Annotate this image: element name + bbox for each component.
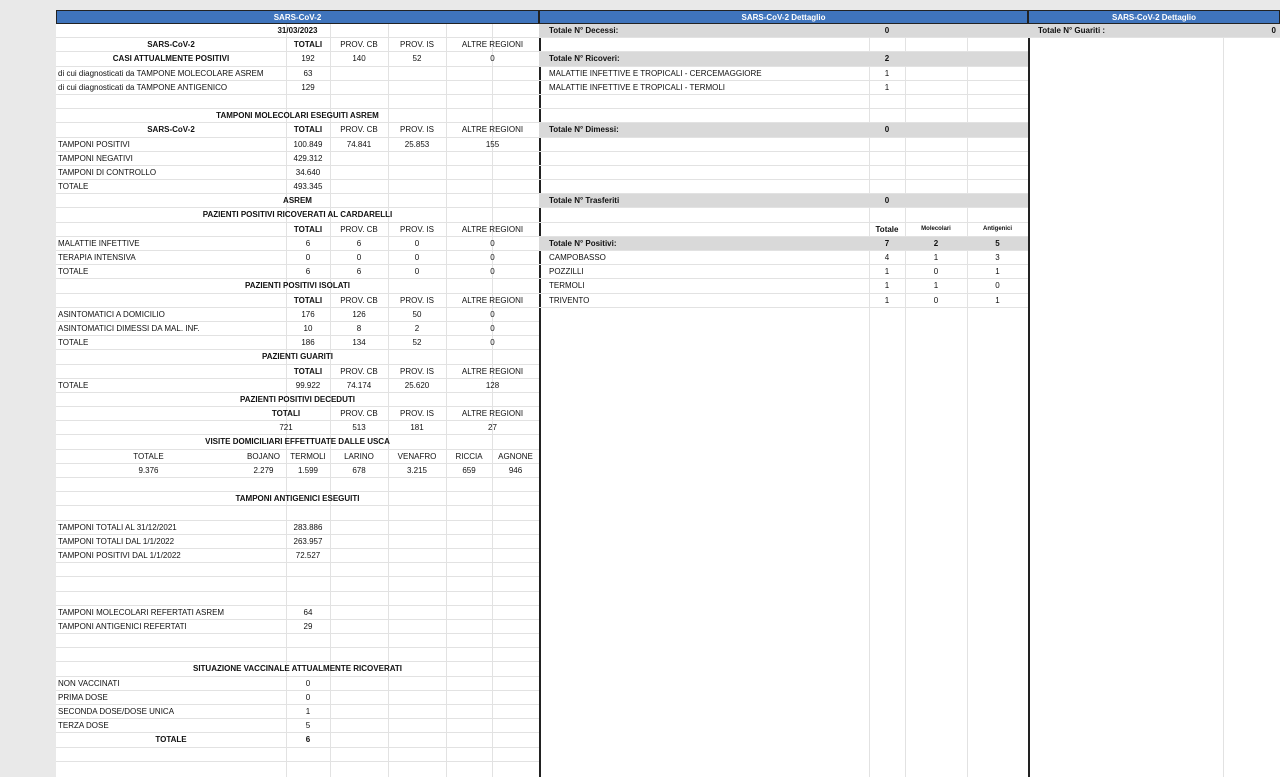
section-title: TAMPONI MOLECOLARI ESEGUITI ASREM — [56, 109, 539, 123]
guariti-detail-panel — [1028, 10, 1280, 777]
table-row: POZZILLI 1 0 1 — [539, 265, 1028, 279]
ricoverati-header-row: TOTALI PROV. CB PROV. IS ALTRE REGIONI — [56, 223, 539, 237]
dimessi-row: Totale N° Dimessi: 0 — [539, 123, 1028, 137]
table-row: MALATTIE INFETTIVE 6 6 0 0 — [56, 237, 539, 251]
table-row: TERMOLI 1 1 0 — [539, 279, 1028, 293]
deceduti-header-row: TOTALI PROV. CB PROV. IS ALTRE REGIONI — [56, 407, 539, 421]
table-row: TERAPIA INTENSIVA 0 0 0 0 — [56, 251, 539, 265]
section-title: PAZIENTI POSITIVI RICOVERATI AL CARDARELLI — [56, 208, 539, 222]
panel-header: SARS-CoV-2 Dettaglio — [539, 10, 1028, 24]
positivi-row: Totale N° Positivi: 7 2 5 — [539, 237, 1028, 251]
report-date: 31/03/2023 — [56, 24, 539, 38]
table-row: NON VACCINATI 0 — [56, 677, 539, 691]
table-row: MALATTIE INFETTIVE E TROPICALI - TERMOLI 1 — [539, 81, 1028, 95]
table-row: 9.376 2.279 1.599 678 3.215 659 946 — [56, 464, 539, 478]
casi-molecolare-row: di cui diagnosticati da TAMPONE MOLECOLARE ASREM 63 — [56, 67, 539, 81]
section-title: PAZIENTI GUARITI — [56, 350, 539, 364]
table-row: TOTALE 6 — [56, 733, 539, 747]
table-row: PRIMA DOSE 0 — [56, 691, 539, 705]
trasferiti-row: Totale N° Trasferiti 0 — [539, 194, 1028, 208]
table-row: 721 513 181 27 — [56, 421, 539, 435]
decessi-row: Totale N° Decessi: 0 — [539, 24, 1028, 38]
panel-header: SARS-CoV-2 — [56, 10, 539, 24]
table-row: TOTALE 99.922 74.174 25.620 128 — [56, 379, 539, 393]
isolati-header-row: TOTALI PROV. CB PROV. IS ALTRE REGIONI — [56, 294, 539, 308]
casi-antigenico-row: di cui diagnosticati da TAMPONE ANTIGENICO 129 — [56, 81, 539, 95]
section-title: PAZIENTI POSITIVI ISOLATI — [56, 279, 539, 293]
detail-panel — [539, 10, 1030, 777]
panel-header: SARS-CoV-2 Dettaglio — [1028, 10, 1280, 24]
table-row: TAMPONI NEGATIVI 429.312 — [56, 152, 539, 166]
table-row: TERZA DOSE 5 — [56, 719, 539, 733]
table-row: SECONDA DOSE/DOSE UNICA 1 — [56, 705, 539, 719]
guariti-row: Totale N° Guariti : 0 — [1028, 24, 1280, 38]
table-row: TOTALE 493.345 — [56, 180, 539, 194]
casi-header-row: SARS-CoV-2 TOTALI PROV. CB PROV. IS ALTRE REGIONI — [56, 38, 539, 52]
molecolari-header-row: SARS-CoV-2 TOTALI PROV. CB PROV. IS ALTRE REGIONI — [56, 123, 539, 137]
ricoveri-row: Totale N° Ricoveri: 2 — [539, 52, 1028, 66]
table-row: ASINTOMATICI DIMESSI DA MAL. INF. 10 8 2 0 — [56, 322, 539, 336]
usca-header-row: TOTALE BOJANO TERMOLI LARINO VENAFRO RICCIA AGNONE — [56, 450, 539, 464]
table-row: MALATTIE INFETTIVE E TROPICALI - CERCEMAGGIORE 1 — [539, 67, 1028, 81]
table-row: CAMPOBASSO 4 1 3 — [539, 251, 1028, 265]
section-title: VISITE DOMICILIARI EFFETTUATE DALLE USCA — [56, 435, 539, 449]
main-summary-panel — [56, 10, 541, 777]
table-row: ASINTOMATICI A DOMICILIO 176 126 50 0 — [56, 308, 539, 322]
table-row: TRIVENTO 1 0 1 — [539, 294, 1028, 308]
table-row: TAMPONI TOTALI DAL 1/1/2022 263.957 — [56, 535, 539, 549]
guariti-header-row: TOTALI PROV. CB PROV. IS ALTRE REGIONI — [56, 365, 539, 379]
asrem-label: ASREM — [56, 194, 539, 208]
section-title: PAZIENTI POSITIVI DECEDUTI — [56, 393, 539, 407]
table-row: TAMPONI ANTIGENICI REFERTATI 29 — [56, 620, 539, 634]
section-title: TAMPONI ANTIGENICI ESEGUITI — [56, 492, 539, 506]
table-row: TOTALE 6 6 0 0 — [56, 265, 539, 279]
positivi-header-row: Totale Molecolari Antigenici — [539, 223, 1028, 237]
casi-positivi-row: CASI ATTUALMENTE POSITIVI 192 140 52 0 — [56, 52, 539, 66]
spreadsheet-sheet — [56, 10, 1280, 777]
table-row: TOTALE 186 134 52 0 — [56, 336, 539, 350]
table-row: TAMPONI TOTALI AL 31/12/2021 283.886 — [56, 521, 539, 535]
table-row: TAMPONI DI CONTROLLO 34.640 — [56, 166, 539, 180]
table-row: TAMPONI POSITIVI DAL 1/1/2022 72.527 — [56, 549, 539, 563]
table-row: TAMPONI POSITIVI 100.849 74.841 25.853 155 — [56, 138, 539, 152]
section-title: SITUAZIONE VACCINALE ATTUALMENTE RICOVERATI — [56, 662, 539, 676]
table-row: TAMPONI MOLECOLARI REFERTATI ASREM 64 — [56, 606, 539, 620]
